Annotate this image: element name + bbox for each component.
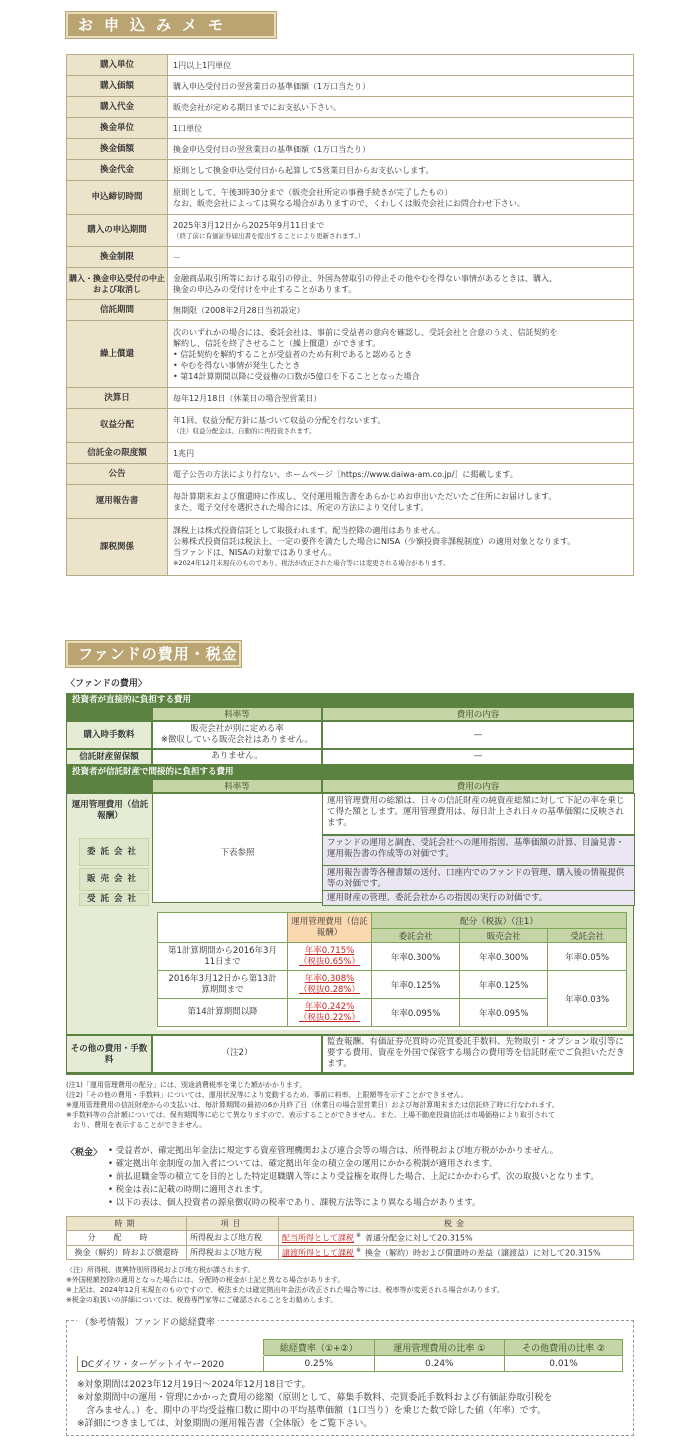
tax-tag: 配当所得として課税	[282, 1233, 354, 1243]
tax-label: 〈税金〉	[66, 1148, 103, 1158]
tax-row	[67, 1245, 634, 1260]
memo-row-value	[168, 409, 634, 443]
tax-time: 分配時	[67, 1231, 187, 1246]
alloc-trustee: 年率0.05%	[548, 943, 627, 971]
alloc-fee-cell	[288, 943, 372, 971]
note-line: (注1)「運用管理費用の配分」には、別途消費税率を乗じた額がかかります。	[66, 1081, 307, 1089]
reserve-content: —	[322, 749, 634, 765]
tax-table	[66, 1216, 634, 1260]
memo-line: 換金申込受付日の翌営業日の基準価額（1万口当たり）	[173, 144, 371, 154]
memo-row	[67, 76, 634, 97]
memo-line: 原則として、午後3時30分まで（販売会社所定の事務手続きが完了したもの）	[173, 187, 453, 197]
ref-val-other: 0.01%	[505, 1356, 623, 1372]
memo-row-value	[168, 485, 634, 519]
memo-line: 当ファンドは、NISAの対象ではありません。	[173, 548, 337, 557]
memo-row	[67, 388, 634, 409]
memo-line: 金融商品取引所等における取引の停止、外国為替取引の停止その他やむを得ない事情があるときは、購入、	[173, 273, 557, 283]
purchase-fee-label: 購入時手数料	[66, 721, 152, 749]
note-line: ※詳細につきましては、対象期間の運用報告書（全体版）をご覧下さい。	[77, 1419, 373, 1429]
note-line: ※税金の取扱いの詳細については、税務専門家等にご確認されることをお勧めします。	[66, 1296, 338, 1304]
memo-row-value	[168, 388, 634, 409]
memo-row-value	[168, 300, 634, 321]
memo-line: 解約し、信託を終了させること（繰上償還）ができます。	[173, 338, 381, 348]
purchase-fee-rate: 販売会社が別に定める率	[190, 724, 284, 734]
memo-row	[67, 321, 634, 388]
alloc-fee-ex: （税抜0.28%）	[298, 984, 360, 995]
col-content-header: 費用の内容	[322, 707, 634, 721]
col-rate-header-2: 料率等	[152, 779, 322, 793]
memo-row	[67, 181, 634, 215]
ref-title: （参考情報）ファンドの総経費率	[77, 1315, 218, 1328]
memo-line: 毎年12月18日（休業日の場合翌営業日）	[173, 393, 322, 403]
alloc-period: 第14計算期間以降	[158, 999, 288, 1027]
memo-row-value	[168, 321, 634, 388]
memo-line: なお、販売会社によっては異なる場合がありますので、くわしくは販売会社にお問合わせ下さい。	[173, 198, 525, 208]
ref-box	[66, 1320, 634, 1436]
fee-notes	[66, 1080, 559, 1130]
memo-row-value	[168, 97, 634, 118]
note-line: ※手数料等の合計額については、保有期間等に応じて異なりますので、表示することができません。また、上場不動産投資信託は市場価格により取引されて	[66, 1111, 556, 1119]
memo-line: 毎計算期末および償還時に作成し、交付運用報告書をあらかじめお申出いただいたご住所にお届けします。	[173, 491, 557, 501]
memo-line: 2025年3月12日から2025年9月11日まで	[173, 220, 325, 230]
alloc-col-trustee: 受託会社	[548, 929, 627, 943]
memo-row-label: 収益分配	[67, 409, 168, 443]
alloc-trust: 年率0.300%	[372, 943, 460, 971]
alloc-period: 第1計算期間から2016年3月11日まで	[158, 943, 288, 971]
note-line: • 以下の表は、個人投資者の源泉徴収時の税率であり、課税方法等により異なる場合があります。	[108, 1198, 481, 1208]
memo-row-label: 申込締切時間	[67, 181, 168, 215]
party-content: 運用財産の管理、委託会社からの指図の実行の対価です。	[322, 890, 635, 906]
see-below: 下表参照	[152, 793, 323, 903]
memo-row	[67, 139, 634, 160]
note-line: • 確定拠出年金制度の加入者については、確定拠出年金の積立金の運用にかかる税制が適用されます。	[108, 1159, 498, 1169]
alloc-fee-ex: （税抜0.22%）	[298, 1012, 360, 1023]
memo-row-value	[168, 55, 634, 76]
memo-row-label: 購入・換金申込受付の中止および取消し	[67, 268, 168, 300]
memo-line: 無期限（2008年2月28日当初設定）	[173, 305, 305, 315]
fee-table	[66, 693, 634, 1075]
memo-row-value	[168, 160, 634, 181]
memo-row-label: 購入代金	[67, 97, 168, 118]
party-label: 受託会社	[79, 893, 149, 906]
ref-col-total: 総経費率（①+②）	[264, 1340, 375, 1356]
ref-val-total: 0.25%	[264, 1356, 375, 1372]
ref-notes	[77, 1379, 552, 1431]
note-line: 含みません。）を、期中の平均受益権口数に期中の平均基準価額（1口当り）を乗じた数で除した値（年率）です。	[77, 1406, 547, 1416]
fees-subtitle: 〈ファンドの費用〉	[66, 679, 147, 689]
memo-small-note: ※2024年12月末現在のものであり、税法が改正された場合等には変更される場合があります。	[173, 559, 450, 567]
note-line: おり、費用を表示することができません。	[66, 1121, 207, 1129]
memo-row-value	[168, 519, 634, 576]
memo-line: 年1回、収益分配方針に基づいて収益の分配を行ないます。	[173, 415, 386, 425]
other-fee-content: 監査報酬、有価証券売買時の売買委託手数料、先物取引・オプション取引等に要する費用、資産を外国で保管する場合の費用等を信託財産でご負担いただきます。	[322, 1035, 634, 1073]
fees-section-title: ファンドの費用・税金	[66, 641, 241, 667]
memo-row	[67, 118, 634, 139]
memo-row-label: 換金単位	[67, 118, 168, 139]
tax-item: 所得税および地方税	[187, 1231, 279, 1246]
tax-mark: ※	[356, 1232, 362, 1239]
memo-row	[67, 464, 634, 485]
col-rate-header: 料率等	[152, 707, 322, 721]
memo-line: 販売会社が定める期日までにお支払い下さい。	[173, 102, 341, 112]
memo-row	[67, 160, 634, 181]
memo-row-value	[168, 76, 634, 97]
memo-line: 購入申込受付日の翌営業日の基準価額（1万口当たり）	[173, 81, 371, 91]
memo-row-value	[168, 118, 634, 139]
memo-row-value	[168, 247, 634, 268]
memo-line: －	[173, 252, 181, 262]
purchase-fee-note: ※徴収している販売会社はありません。	[160, 735, 314, 745]
other-fee-rate: （注2）	[152, 1035, 322, 1073]
tax-value: 普通分配金に対して20.315%	[365, 1233, 473, 1243]
memo-small-note: （終了前に有価証券届出書を提出することにより更新されます。）	[173, 231, 365, 240]
ref-table	[77, 1339, 623, 1372]
memo-row-label: 購入価額	[67, 76, 168, 97]
memo-row-value	[168, 268, 634, 300]
ref-fund-name: DCダイワ・ターゲットイヤー2020	[78, 1356, 264, 1372]
memo-line: 1円以上1円単位	[173, 60, 232, 70]
memo-row-value	[168, 215, 634, 247]
memo-line: • 第14計算期間以降に受益権の口数が5億口を下ることとなった場合	[173, 371, 420, 381]
memo-line: • 信託契約を解約することが受益者のため有利であると認めるとき	[173, 349, 413, 359]
memo-row-label: 公告	[67, 464, 168, 485]
memo-row-label: 信託期間	[67, 300, 168, 321]
memo-table	[66, 54, 634, 576]
alloc-col-trust: 委託会社	[372, 929, 460, 943]
alloc-trustee: 年率0.03%	[548, 971, 627, 1027]
memo-row-value	[168, 181, 634, 215]
note-line: • 前払退職金等の積立てを目的とした特定退職購入等により受益権を取得した場合、上記にかかわらず、次の取扱いとなります。	[108, 1172, 599, 1182]
reserve-label: 信託財産留保額	[66, 749, 152, 765]
memo-row	[67, 443, 634, 464]
memo-row	[67, 215, 634, 247]
memo-row	[67, 97, 634, 118]
alloc-trust: 年率0.095%	[372, 999, 460, 1027]
tax-notes	[66, 1265, 504, 1305]
memo-row-value	[168, 464, 634, 485]
tax-time: 換金（解約）時および償還時	[67, 1245, 187, 1260]
alloc-row	[158, 971, 627, 999]
tax-item: 所得税および地方税	[187, 1245, 279, 1260]
memo-line: 換金の申込みの受付けを中止することがあります。	[173, 284, 357, 294]
note-line: ※対象期間は2023年12月19日～2024年12月18日です。	[77, 1380, 311, 1390]
mgmt-fee-label: 運用管理費用（信託報酬）	[71, 800, 149, 821]
mgmt-fee-content: 運用管理費用の総額は、日々の信託財産の純資産総額に対して下記の率を乗じて得た額とします。運用管理費用は、毎日計上され日々の基準価額に反映されます。	[322, 793, 635, 835]
memo-row-label: 繰上償還	[67, 321, 168, 388]
memo-small-note: （注）収益分配金は、自動的に再投資されます。	[173, 426, 316, 435]
party-content: ファンドの運用と調査、受託会社への運用指図、基準価額の計算、目論見書・運用報告書の作成等の対価です。	[322, 835, 635, 866]
memo-line: 電子公告の方法により行ない、ホームページ［https://www.daiwa-am.co.jp/］に掲載します。	[173, 469, 518, 479]
note-line: ※外国税額控除の適用となった場合には、分配時の税金が上記と異なる場合があります。	[66, 1276, 345, 1284]
memo-row-label: 決算日	[67, 388, 168, 409]
memo-line: • やむを得ない事情が発生したとき	[173, 360, 301, 370]
memo-row-label: 信託金の限度額	[67, 443, 168, 464]
tax-row	[67, 1231, 634, 1246]
memo-row-label: 運用報告書	[67, 485, 168, 519]
memo-row	[67, 268, 634, 300]
memo-row	[67, 485, 634, 519]
alloc-fee-cell	[288, 999, 372, 1027]
tax-head-item: 項目	[187, 1217, 279, 1231]
alloc-row	[158, 943, 627, 971]
memo-row	[67, 300, 634, 321]
alloc-seller: 年率0.125%	[460, 971, 548, 999]
memo-row	[67, 55, 634, 76]
alloc-trust: 年率0.125%	[372, 971, 460, 999]
memo-line: 次のいずれかの場合には、委託会社は、事前に受益者の意向を確認し、受託会社と合意のうえ、信託契約を	[173, 327, 558, 337]
other-fee-label: その他の費用・手数料	[66, 1035, 152, 1073]
memo-row-value	[168, 139, 634, 160]
tax-value-cell	[279, 1245, 634, 1260]
note-line: ※運用管理費用の信託財産からの支払いは、毎計算期間の最初の6か月終了日（休業日の場合翌営業日）および毎計算期末または信託終了時に行なわれます。	[66, 1101, 559, 1109]
note-line: （注）所得税、復興特別所得税および地方税が課されます。	[66, 1266, 255, 1274]
party-label: 販売会社	[79, 868, 149, 891]
indirect-cost-bar: 投資者が信託財産で間接的に負担する費用	[72, 767, 234, 777]
tax-value: 換金（解約）時および償還時の差益（譲渡益）に対して20.315%	[365, 1248, 601, 1258]
alloc-period: 2016年3月12日から第13計算期間まで	[158, 971, 288, 999]
tax-mark: ※	[356, 1246, 362, 1254]
tax-head-tax: 税金	[279, 1217, 634, 1231]
alloc-col-seller: 販売会社	[460, 929, 548, 943]
alloc-fee-ex: （税抜0.65%）	[298, 956, 360, 967]
memo-row-value	[168, 443, 634, 464]
tax-head-time: 時期	[67, 1217, 187, 1231]
memo-line: 1口単位	[173, 123, 203, 133]
note-line: ※上記は、2024年12月末現在のものですので、税法または確定拠出年金法が改正された場合等には、税率等が変更される場合があります。	[66, 1286, 504, 1294]
note-line: • 税金は表に記載の時期に適用されます。	[108, 1185, 269, 1195]
alloc-fee: 年率0.308%	[304, 973, 355, 984]
alloc-fee-cell	[288, 971, 372, 999]
memo-line: 1兆円	[173, 448, 195, 458]
memo-row	[67, 519, 634, 576]
memo-section-title: お申込みメモ	[66, 12, 276, 38]
alloc-fee: 年率0.715%	[304, 945, 355, 956]
purchase-fee-content: —	[322, 721, 634, 749]
memo-row-label: 課税関係	[67, 519, 168, 576]
reserve-rate: ありません。	[152, 749, 322, 765]
party-content: 運用報告書等各種書類の送付、口座内でのファンドの管理、購入後の情報提供等の対価です。	[322, 865, 635, 891]
memo-line: 原則として換金申込受付日から起算して5営業日目からお支払いします。	[173, 165, 434, 175]
col-content-header-2: 費用の内容	[322, 779, 634, 793]
note-line: ※対象期間中の運用・管理にかかった費用の総額（原則として、募集手数料、売買委託手数料および有価証券取引税を	[77, 1393, 553, 1403]
memo-row-label: 換金価額	[67, 139, 168, 160]
alloc-table	[157, 912, 627, 1030]
memo-row	[67, 409, 634, 443]
alloc-fee: 年率0.242%	[304, 1001, 355, 1012]
party-label: 委託会社	[79, 838, 149, 866]
alloc-head: 配分（税抜）（注1）	[372, 913, 627, 929]
ref-col-mgmt: 運用管理費用の比率 ①	[374, 1340, 505, 1356]
note-line: (注2)「その他の費用・手数料」については、運用状況等により変動するため、事前に料率、上限額等を示すことができません。	[66, 1091, 468, 1099]
ref-col-other: その他費用の比率 ②	[505, 1340, 623, 1356]
alloc-seller: 年率0.095%	[460, 999, 548, 1027]
note-line: • 受益者が、確定拠出年金法に規定する資産管理機関および連合会等の場合は、所得税および地方税がかかりません。	[108, 1146, 559, 1156]
tax-bullets	[108, 1145, 599, 1210]
alloc-head-fee: 運用管理費用（信託報酬）	[288, 913, 372, 943]
tax-value-cell	[279, 1231, 634, 1246]
memo-line: 課税上は株式投資信託として取扱われます。配当控除の適用はありません。	[173, 526, 445, 535]
tax-tag: 譲渡所得として課税	[282, 1248, 354, 1258]
ref-val-mgmt: 0.24%	[374, 1356, 505, 1372]
memo-row-label: 換金代金	[67, 160, 168, 181]
memo-line: 公募株式投資信託は税法上、一定の要件を満たした場合にNISA（少額投資非課税制度）の適用対象となります。	[173, 537, 576, 546]
alloc-seller: 年率0.300%	[460, 943, 548, 971]
memo-row-label: 購入の申込期間	[67, 215, 168, 247]
memo-line: また、電子交付を選択された場合には、所定の方法により交付します。	[173, 502, 429, 512]
memo-row	[67, 247, 634, 268]
memo-row-label: 換金制限	[67, 247, 168, 268]
memo-row-label: 購入単位	[67, 55, 168, 76]
direct-cost-bar: 投資者が直接的に負担する費用	[72, 695, 192, 705]
